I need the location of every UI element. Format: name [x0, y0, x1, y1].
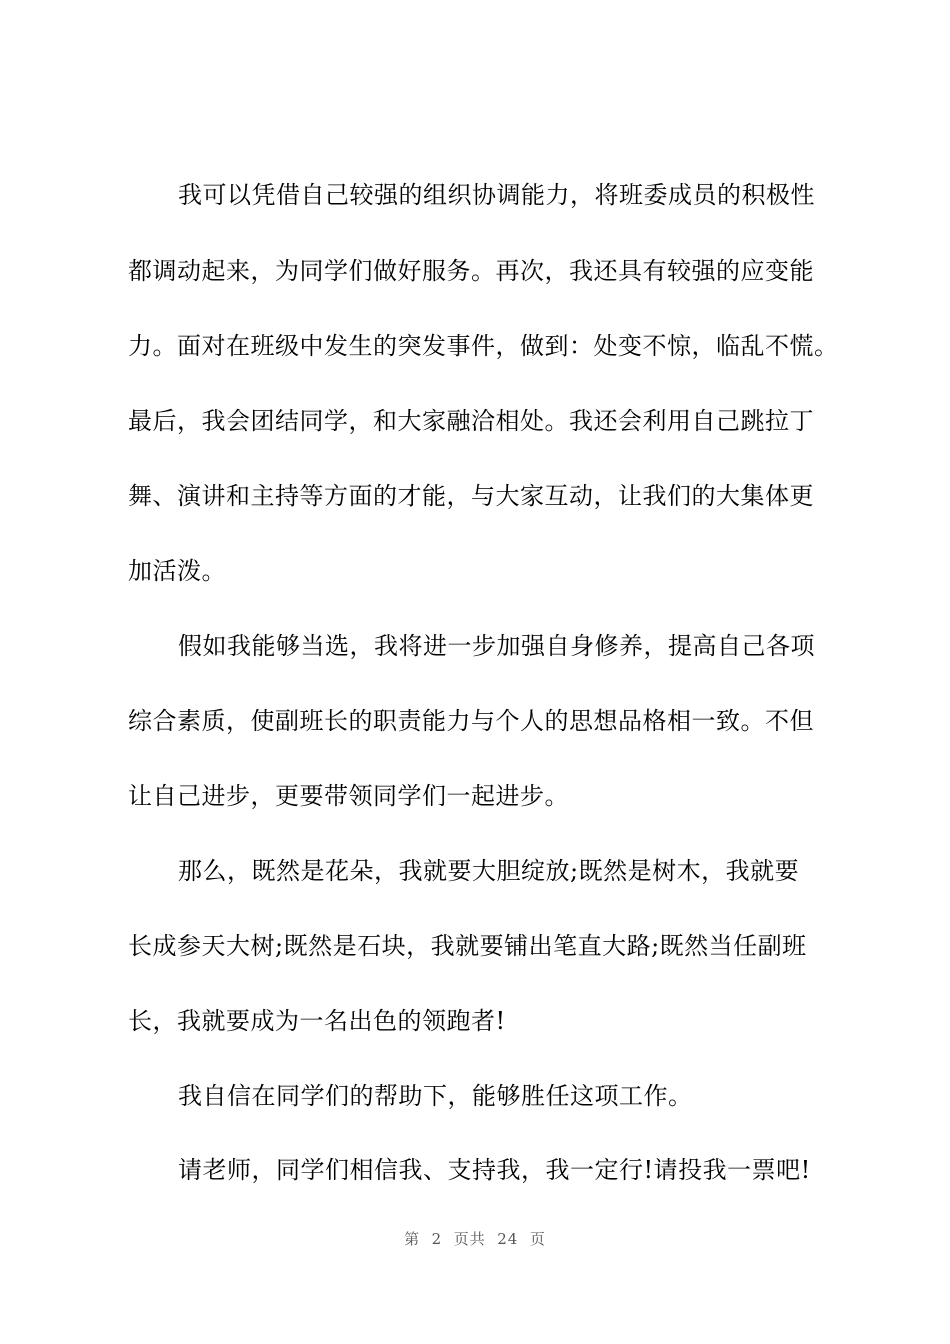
paragraph-4-line-1: 我自信在同学们的帮助下，能够胜任这项工作。	[178, 1082, 693, 1110]
paragraph-2-line-2: 综合素质，使副班长的职责能力与个人的思想品格相一致。不但	[128, 707, 814, 735]
paragraph-5-line-1: 请老师，同学们相信我、支持我，我一定行!请投我一票吧!	[178, 1156, 811, 1184]
paragraph-1-line-6: 加活泼。	[128, 557, 226, 585]
page-number-footer: 第 2 页共 24 页	[404, 1230, 546, 1248]
paragraph-1-line-4: 最后，我会团结同学，和大家融洽相处。我还会利用自己跳拉丁	[128, 407, 814, 435]
paragraph-1-line-2: 都调动起来，为同学们做好服务。再次，我还具有较强的应变能	[128, 257, 814, 285]
paragraph-3-line-3: 长，我就要成为一名出色的领跑者!	[128, 1007, 506, 1035]
paragraph-3-line-1: 那么，既然是花朵，我就要大胆绽放;既然是树木，我就要	[178, 857, 800, 885]
paragraph-1-line-5: 舞、演讲和主持等方面的才能，与大家互动，让我们的大集体更	[128, 482, 814, 510]
paragraph-1-line-3: 力。面对在班级中发生的突发事件，做到：处变不惊，临乱不慌。	[128, 332, 839, 360]
paragraph-1-line-1: 我可以凭借自己较强的组织协调能力，将班委成员的积极性	[178, 181, 815, 209]
paragraph-3-line-2: 长成参天大树;既然是石块，我就要铺出笔直大路;既然当任副班	[128, 932, 807, 960]
paragraph-2-line-1: 假如我能够当选，我将进一步加强自身修养，提高自己各项	[178, 632, 815, 660]
paragraph-2-line-3: 让自己进步，更要带领同学们一起进步。	[128, 782, 569, 810]
